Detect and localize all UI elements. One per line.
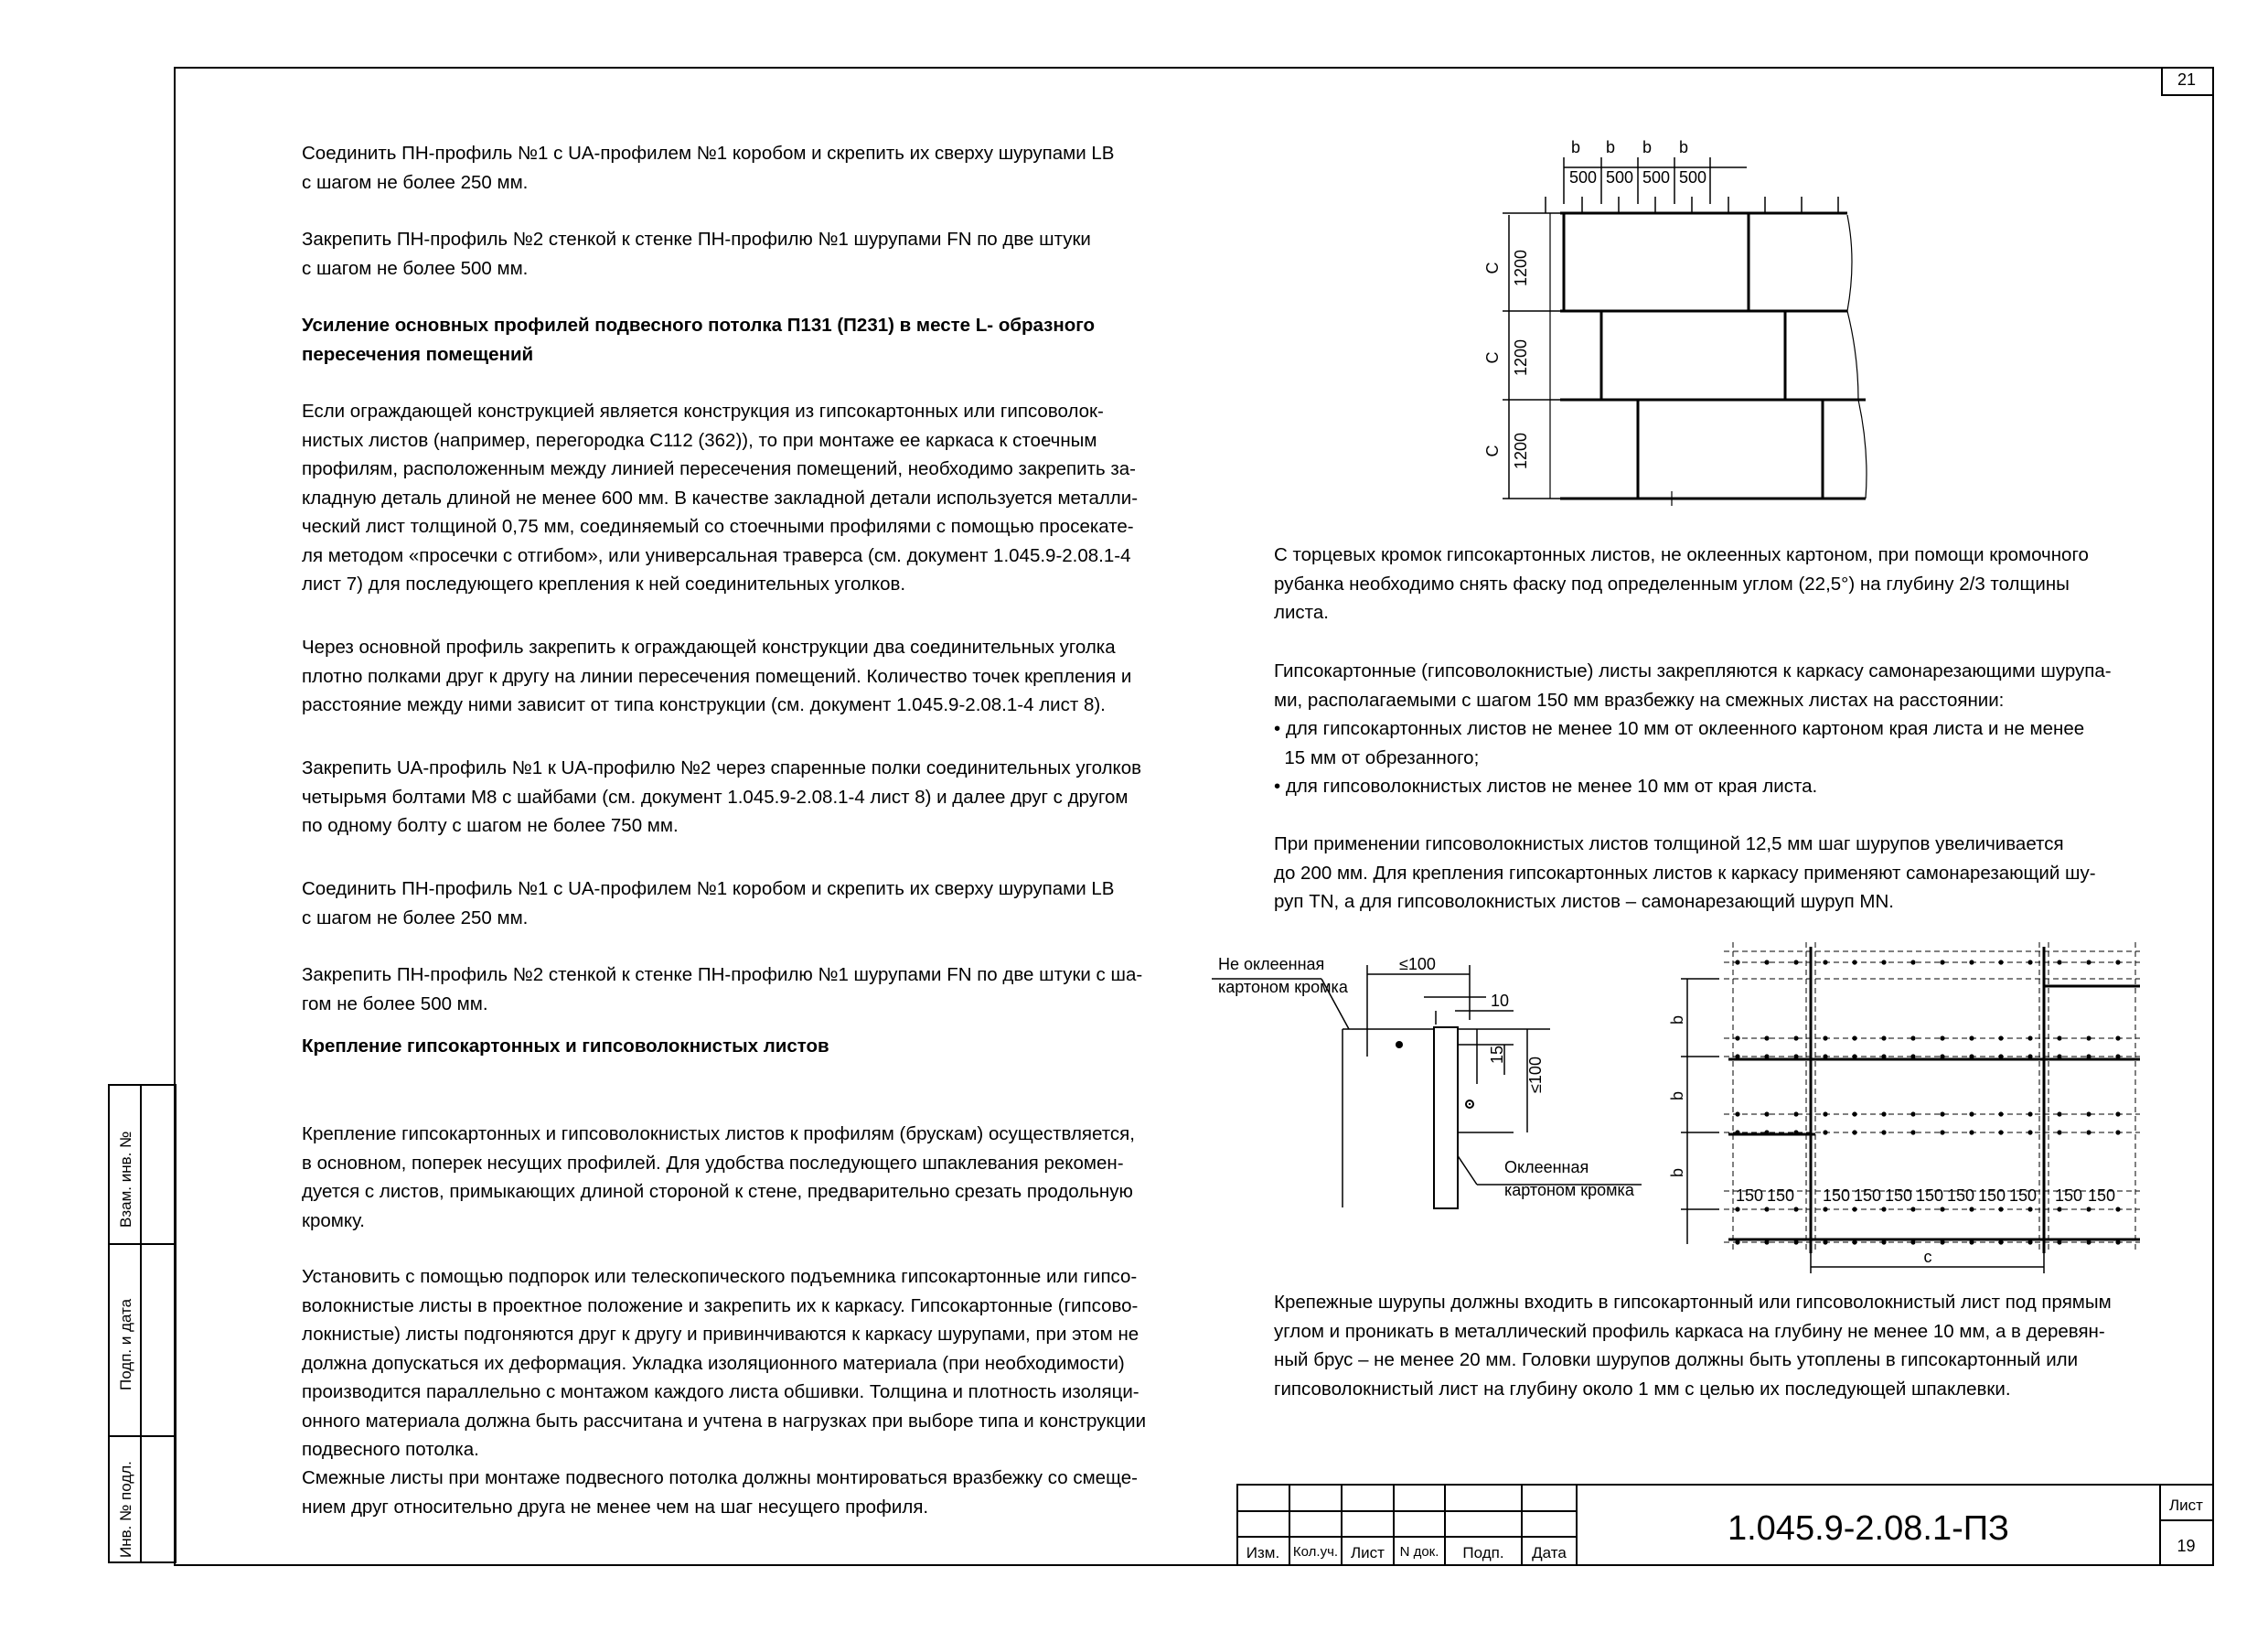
paragraph (302, 1120, 1171, 1235)
paragraph (302, 139, 1171, 197)
screw-dot (1940, 1239, 1944, 1244)
screw-dot (1969, 1111, 1974, 1116)
screw-dot (2086, 1207, 2091, 1211)
text-line: локнистые) листы подгоняются друг к другу и привинчиваются к каркасу шурупами, при этом не (302, 1324, 1139, 1345)
screw-dot (2057, 1207, 2061, 1211)
text-line: • для гипсоволокнистых листов не менее 10 мм от края листа. (1274, 776, 1818, 797)
screw-dot (2057, 1035, 2061, 1040)
screw-dot (1793, 1207, 1798, 1211)
dim-le100: ≤100 (1399, 955, 1436, 973)
text-line: плотно полками друг к другу на линии пересечения помещений. Количество точек крепления и (302, 665, 1132, 687)
screw-dot (2086, 1130, 2091, 1134)
screw-dot (1793, 1130, 1798, 1134)
paragraph (302, 1262, 1171, 1465)
dim-c-label: c (1923, 1248, 1932, 1266)
dim-1200-label: 1200 (1512, 338, 1530, 377)
paragraph (302, 225, 1171, 283)
text-line: производится параллельно с монтажом каждого листа обшивки. Толщина и плотность изоляци- (302, 1381, 1139, 1402)
text-line: гипсоволокнистый лист на глубину около 1 мм с целью их последующей шпаклевки. (1274, 1378, 2011, 1400)
dim-b-label: b (1642, 138, 1653, 156)
paragraph (302, 633, 1171, 720)
dim-b-label: b (1678, 138, 1689, 156)
screw-dot (1969, 1239, 1974, 1244)
text-line: нием друг относительно друга не менее чем на шаг несущего профиля. (302, 1496, 929, 1518)
dim-b-label: b (1668, 1014, 1686, 1025)
screw-dot (1852, 960, 1856, 964)
screw-dot (2027, 1239, 2032, 1244)
text-line: с шагом не более 250 мм. (302, 171, 529, 193)
screw-dot (1998, 1207, 2003, 1211)
screw-dot (1823, 1130, 1827, 1134)
text-line: с шагом не более 500 мм. (302, 257, 529, 279)
screw-dot (1881, 1035, 1886, 1040)
text-line: Соединить ПН-профиль №1 с UA-профилем №1 коробом и скрепить их сверху шурупами LB (302, 143, 1115, 164)
text-line: • для гипсокартонных листов не менее 10 мм от оклеенного картоном края листа и не менее (1274, 718, 2085, 739)
text-line: ля методом «просечки с отгибом», или универсальная траверса (см. документ 1.045.9-2.08.1-4 (302, 544, 1131, 566)
screw-dot (1940, 1035, 1944, 1040)
screw-dot (1998, 1035, 2003, 1040)
screw-dot (1764, 1035, 1769, 1040)
screw-dot (2027, 1130, 2032, 1134)
screw-dot (1969, 1054, 1974, 1058)
text-line: до 200 мм. Для крепления гипсокартонных листов к каркасу применяют самонарезающий шу- (1274, 862, 2096, 884)
screw-dot (2115, 1111, 2120, 1116)
screw-dot (1940, 960, 1944, 964)
text-line: кладную деталь длиной не менее 600 мм. В качестве закладной детали используется металли- (302, 487, 1139, 509)
dim-150-label: 150 (1884, 1186, 1913, 1205)
screw-dot (1793, 1035, 1798, 1040)
screw-dot (1852, 1130, 1856, 1134)
stamp-header-signature: Подп. (1462, 1544, 1504, 1561)
text-line: с шагом не более 250 мм. (302, 907, 529, 928)
screw-dot (1793, 960, 1798, 964)
screw-dot (1998, 960, 2003, 964)
screw-dot (1764, 1239, 1769, 1244)
dim-150-label: 150 (1853, 1186, 1882, 1205)
screw-dot (1881, 1130, 1886, 1134)
screw-dot (2086, 960, 2091, 964)
screw-dot (1823, 1207, 1827, 1211)
screw-dot (1852, 1207, 1856, 1211)
stamp-header-doc-number: N док. (1399, 1544, 1439, 1560)
screw-dot (1881, 1207, 1886, 1211)
text-line: ческий лист толщиной 0,75 мм, соединяемый со стоечными профилями с помощью просекате- (302, 516, 1134, 537)
text-line: пересечения помещений (302, 343, 534, 365)
screw-dot (1764, 1207, 1769, 1211)
text-line: 15 мм от обрезанного; (1274, 746, 1480, 768)
screw-dot (1998, 1054, 2003, 1058)
screw-dot (1969, 1130, 1974, 1134)
screw-dot (1910, 1207, 1915, 1211)
dim-150-label: 150 (1977, 1186, 2006, 1205)
screw-dot (1735, 1239, 1739, 1244)
text-line: нистых листов (например, перегородка С112 (362)), то при монтаже ее каркаса к стоечным (302, 429, 1097, 451)
dim-b-label: b (1668, 1090, 1686, 1101)
screw-dot (2027, 1054, 2032, 1058)
text-line: углом и проникать в металлический профиль каркаса на глубину не менее 10 мм, а в деревян- (1274, 1320, 2105, 1342)
text-line: руп TN, а для гипсоволокнистых листов – самонарезающий шуруп MN. (1274, 891, 1894, 912)
paragraph (302, 754, 1171, 841)
text-line: по одному болту с шагом не более 750 мм. (302, 815, 679, 836)
stamp-header-count: Кол.уч. (1292, 1544, 1339, 1560)
text-line: расстояние между ними зависит от типа конструкции (см. документ 1.045.9-2.08.1-4 лист 8). (302, 694, 1106, 715)
dim-b-label: b (1605, 138, 1616, 156)
screw-dot (2115, 1130, 2120, 1134)
text-line: Закрепить ПН-профиль №2 стенкой к стенке ПН-профилю №1 шурупами FN по две штуки с ша- (302, 964, 1143, 985)
text-line: Закрепить UA-профиль №1 к UA-профилю №2 через спаренные полки соединительных уголков (302, 757, 1142, 778)
screw-dot (1823, 1239, 1827, 1244)
dim-c-label: C (1483, 262, 1502, 274)
right-text-gypsum-fiber (1274, 830, 2147, 917)
text-line: Если ограждающей конструкцией является конструкция из гипсокартонных или гипсоволок- (302, 401, 1104, 422)
screw-dot (1852, 1054, 1856, 1058)
document-code: 1.045.9-2.08.1-ПЗ (1727, 1509, 2009, 1548)
dim-150-label: 150 (1822, 1186, 1851, 1205)
dim-1200-label: 1200 (1512, 432, 1530, 470)
screw-dot (1852, 1239, 1856, 1244)
text-line: При применении гипсоволокнистых листов толщиной 12,5 мм шаг шурупов увеличивается (1274, 833, 2064, 854)
screw-dot (1823, 1035, 1827, 1040)
paragraph (302, 397, 1171, 599)
dim-c-label: C (1483, 445, 1502, 457)
text-line: ный брус – не менее 20 мм. Головки шурупов должны быть утоплены в гипсокартонный или (1274, 1349, 2079, 1370)
text-line: листа. (1274, 602, 1329, 623)
paragraph (302, 875, 1171, 932)
screw-dot (2115, 1054, 2120, 1058)
text-line: Закрепить ПН-профиль №2 стенкой к стенке ПН-профилю №1 шурупами FN по две штуки (302, 229, 1091, 250)
screw-dot (2057, 1054, 2061, 1058)
screw-dot (2057, 1239, 2061, 1244)
screw-dot (1764, 1054, 1769, 1058)
dim-150-label: 150 (1915, 1186, 1944, 1205)
side-label-replace-inv: Взам. инв. № (117, 1131, 134, 1228)
screw-dot (1823, 1111, 1827, 1116)
text-line: подвесного потолка. (302, 1439, 479, 1460)
dim-10: 10 (1490, 992, 1510, 1010)
sheet-label: Лист (2169, 1497, 2203, 1514)
screw-dot (1735, 1054, 1739, 1058)
dim-le100-vertical: ≤100 (1526, 1057, 1545, 1093)
screw-dot (2086, 1239, 2091, 1244)
screw-dot (2115, 1207, 2120, 1211)
text-line: Через основной профиль закрепить к ограждающей конструкции два соединительных уголка (302, 637, 1116, 658)
screw-dot (1764, 1111, 1769, 1116)
text-line: ми, располагаемыми с шагом 150 мм вразбежку на смежных листах на расстоянии: (1274, 689, 2005, 711)
dim-150-label: 150 (2054, 1186, 2083, 1205)
dim-150-label: 150 (2008, 1186, 2038, 1205)
dim-500-label: 500 (1642, 168, 1671, 187)
screw-dot (1969, 960, 1974, 964)
paragraph (302, 960, 1171, 1018)
screw-dot (1823, 1054, 1827, 1058)
screw-dot (1823, 960, 1827, 964)
screw-dot (1910, 1130, 1915, 1134)
dim-b-label: b (1668, 1167, 1686, 1178)
screw-dot (2086, 1111, 2091, 1116)
right-text-chamfer (1274, 541, 2147, 628)
right-text-screw-depth (1274, 1288, 2147, 1403)
screw-dot (1910, 1239, 1915, 1244)
screw-dot (2086, 1054, 2091, 1058)
stamp-header-change: Изм. (1246, 1544, 1280, 1561)
screw-dot (1735, 1111, 1739, 1116)
screw-dot (1793, 1111, 1798, 1116)
screw-dot (2115, 960, 2120, 964)
text-line: профилям, расположенным между линией пересечения помещений, необходимо закрепить за- (302, 458, 1136, 479)
text-line: Крепежные шурупы должны входить в гипсокартонный или гипсоволокнистый лист под прямым (1274, 1292, 2112, 1313)
label-coated-edge-2: картоном кромка (1504, 1181, 1634, 1199)
screw-pattern-diagram (1664, 942, 2158, 1276)
right-text-screws-spacing (1274, 657, 2147, 801)
dim-b-label: b (1570, 138, 1581, 156)
text-line: в основном, поперек несущих профилей. Для удобства последующего шпаклевания рекомен- (302, 1152, 1124, 1174)
screw-dot (1969, 1207, 1974, 1211)
screw-dot (1910, 960, 1915, 964)
screw-dot (1998, 1111, 2003, 1116)
dim-1200-label: 1200 (1512, 249, 1530, 287)
dim-15: 15 (1488, 1045, 1506, 1065)
screw-dot (1940, 1207, 1944, 1211)
text-line: гом не более 500 мм. (302, 993, 488, 1014)
text-line: должна допускаться их деформация. Укладка изоляционного материала (при необходимости) (302, 1352, 1125, 1374)
text-line: Усиление основных профилей подвесного потолка П131 (П231) в месте L- образного (302, 315, 1096, 336)
screw-dot (1793, 1054, 1798, 1058)
screw-dot (2027, 960, 2032, 964)
text-line: четырьмя болтами М8 с шайбами (см. документ 1.045.9-2.08.1-4 лист 8) и далее друг с другом (302, 786, 1129, 808)
dim-c-label: C (1483, 351, 1502, 364)
screw-dot (1881, 1239, 1886, 1244)
text-line: волокнистые листы в проектное положение и закрепить их к каркасу. Гипсокартонные (гипсово- (302, 1294, 1139, 1316)
sheet-number: 19 (2177, 1537, 2196, 1555)
dim-150-label: 150 (1735, 1186, 1764, 1205)
screw-dot (1910, 1054, 1915, 1058)
screw-dot (1940, 1111, 1944, 1116)
stamp-header-date: Дата (1532, 1544, 1567, 1561)
text-line: Соединить ПН-профиль №1 с UA-профилем №1 коробом и скрепить их сверху шурупами LB (302, 878, 1115, 899)
dim-150-label: 150 (1766, 1186, 1795, 1205)
text-line: дуется с листов, примыкающих длиной стороной к стене, предварительно срезать продольную (302, 1181, 1133, 1202)
screw-dot (1910, 1111, 1915, 1116)
screw-dot (1940, 1130, 1944, 1134)
text-line: онного материала должна быть рассчитана и учтена в нагрузках при выборе типа и конструкции (302, 1410, 1147, 1432)
screw-dot (1852, 1111, 1856, 1116)
screw-dot (1735, 1035, 1739, 1040)
screw-dot (1881, 960, 1886, 964)
text-line: лист 7) для последующего крепления к ней соединительных уголков. (302, 574, 906, 595)
dim-150-label: 150 (2087, 1186, 2116, 1205)
text-line: рубанка необходимо снять фаску под определенным углом (22,5°) на глубину 2/3 толщины (1274, 573, 2070, 595)
screw-dot (2027, 1111, 2032, 1116)
top-page-number: 21 (2177, 70, 2197, 89)
section-heading (302, 1032, 1171, 1061)
screw-dot (2057, 1111, 2061, 1116)
dim-500-label: 500 (1605, 168, 1634, 187)
text-line: Гипсокартонные (гипсоволокнистые) листы закрепляются к каркасу самонарезающими шурупа- (1274, 660, 2112, 681)
screw-dot (2057, 960, 2061, 964)
edge-distance-diagram (1212, 947, 1664, 1221)
label-uncoated-edge: Не оклеенная (1218, 955, 1325, 973)
label-uncoated-edge-2: картоном кромка (1218, 978, 1348, 996)
screw-dot (1764, 960, 1769, 964)
text-line: кромку. (302, 1209, 365, 1231)
screw-dot (2115, 1035, 2120, 1040)
text-line: Смежные листы при монтаже подвесного потолка должны монтироваться вразбежку со смеще- (302, 1467, 1138, 1488)
dim-500-label: 500 (1568, 168, 1598, 187)
text-line: Крепление гипсокартонных и гипсоволокнистых листов (302, 1035, 829, 1057)
section-heading (302, 311, 1171, 369)
label-coated-edge: Оклеенная (1504, 1158, 1589, 1176)
screw-dot (1735, 1130, 1739, 1134)
screw-dot (2115, 1239, 2120, 1244)
screw-dot (1998, 1239, 2003, 1244)
screw-dot (2086, 1035, 2091, 1040)
screw-dot (2057, 1130, 2061, 1134)
sheet-layout-diagram (1472, 133, 1902, 517)
screw-dot (1969, 1035, 1974, 1040)
screw-dot (1940, 1054, 1944, 1058)
screw-dot (1764, 1130, 1769, 1134)
screw-dot (1735, 960, 1739, 964)
screw-dot (1852, 1035, 1856, 1040)
text-line: С торцевых кромок гипсокартонных листов, не оклеенных картоном, при помощи кромочного (1274, 544, 2089, 565)
screw-dot (1998, 1130, 2003, 1134)
side-label-signature-date: Подп. и дата (117, 1298, 134, 1390)
text-line: Установить с помощью подпорок или телескопического подъемника гипсокартонные или гипсо- (302, 1266, 1138, 1287)
screw-dot (1735, 1207, 1739, 1211)
paragraph (302, 1464, 1171, 1521)
dim-500-label: 500 (1678, 168, 1707, 187)
text-line: Крепление гипсокартонных и гипсоволокнистых листов к профилям (брускам) осуществляется, (302, 1123, 1135, 1144)
screw-dot (2027, 1207, 2032, 1211)
screw-dot (1910, 1035, 1915, 1040)
dim-150-label: 150 (1946, 1186, 1975, 1205)
screw-dot (1881, 1111, 1886, 1116)
screw-dot (2027, 1035, 2032, 1040)
side-label-inv-original: Инв. № подл. (117, 1461, 134, 1558)
stamp-header-sheet: Лист (1351, 1544, 1385, 1561)
screw-dot (1881, 1054, 1886, 1058)
screw-dot (1793, 1239, 1798, 1244)
